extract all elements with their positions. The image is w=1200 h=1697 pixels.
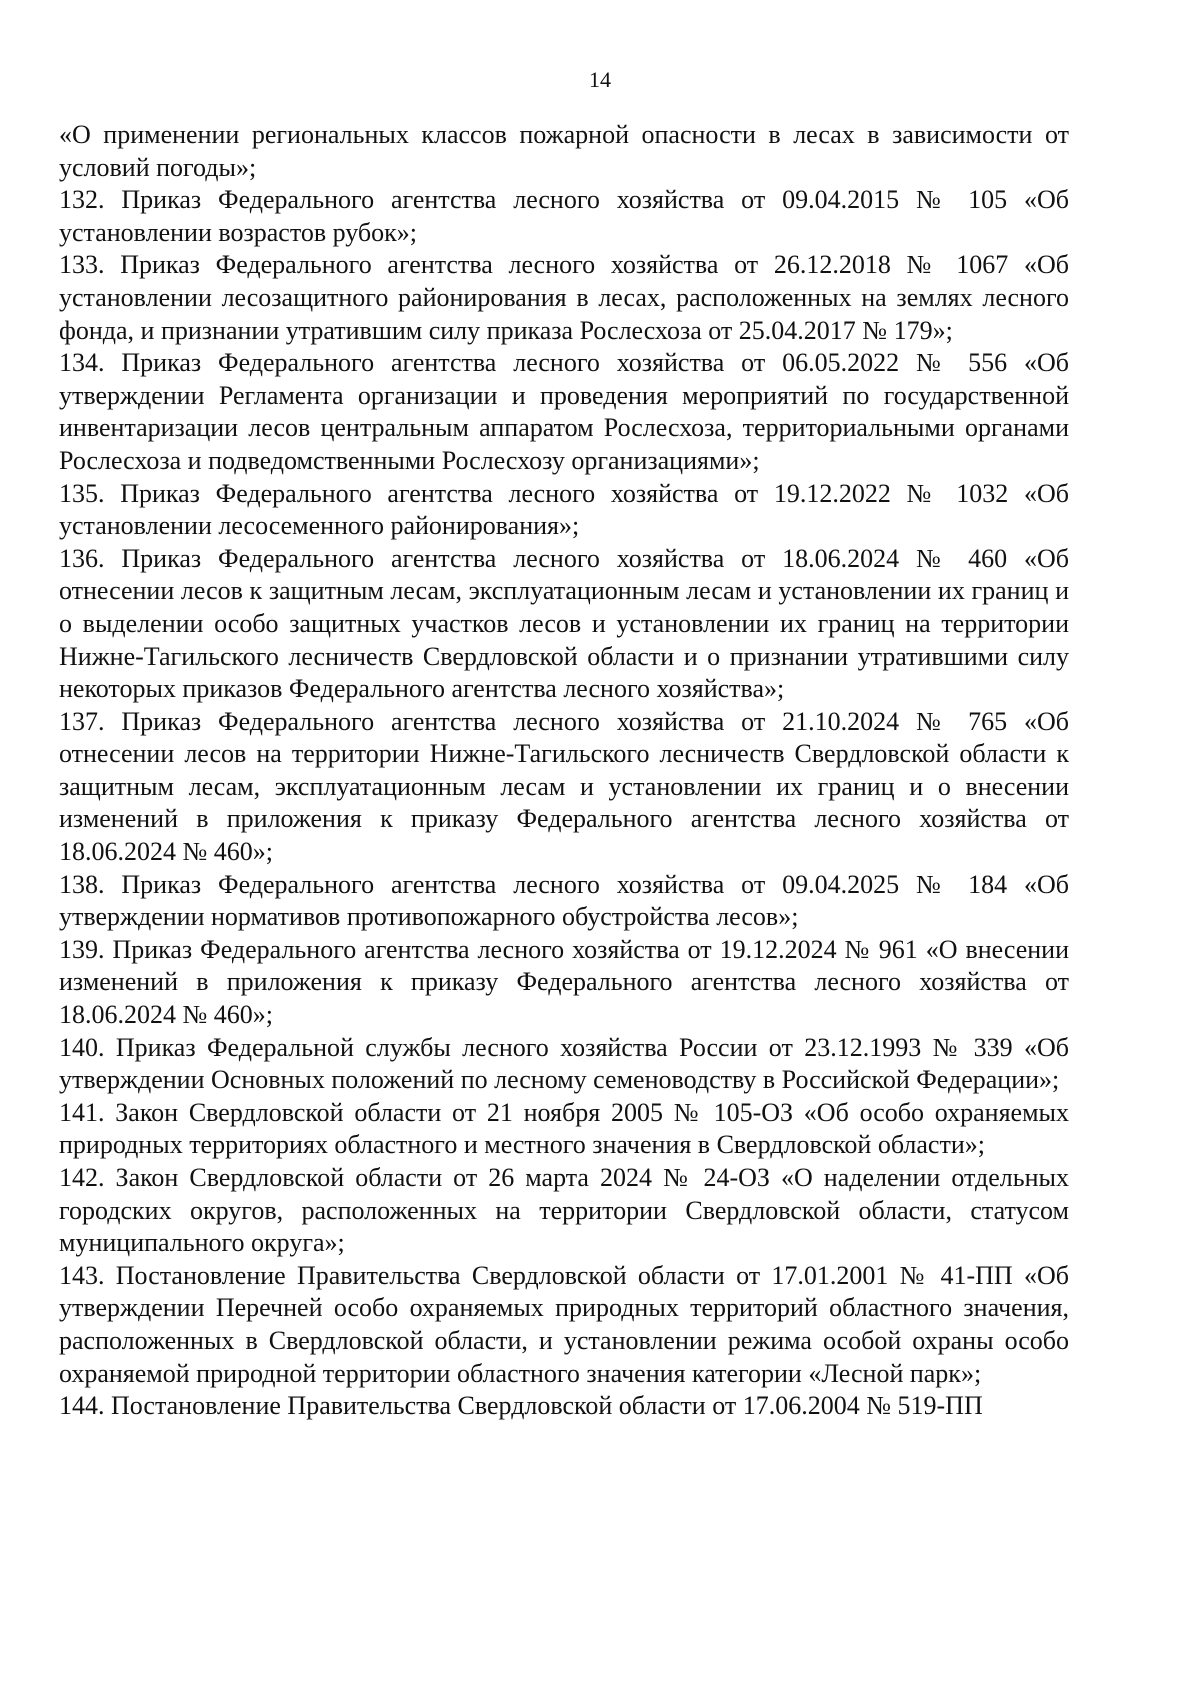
list-item-138: 138. Приказ Федерального агентства лесного хозяйства от 09.04.2025 № 184 «Об утверждении нормативов противопожарного обустройства лесов»; (59, 869, 1069, 932)
paragraph-continuation: «О применении региональных классов пожарной опасности в лесах в зависимости от условий погоды»; (59, 120, 1069, 182)
list-item-137: 137. Приказ Федерального агентства лесного хозяйства от 21.10.2024 № 765 «Об отнесении лесов на территории Нижне-Тагильского лесничеств Свердловской области к защитным лесам, эксплуатационным лесам и установлении их границ и о внесении изменений в приложения к приказу Федерального агентства лесного хозяйства от 18.06.2024 № 460»; (59, 706, 1069, 867)
list-item-140: 140. Приказ Федеральной службы лесного хозяйства России от 23.12.1993 № 339 «Об утверждении Основных положений по лесному семеноводству в Российской Федерации»; (59, 1032, 1069, 1095)
list-item-143: 143. Постановление Правительства Свердловской области от 17.01.2001 № 41-ПП «Об утверждении Перечней особо охраняемых природных территорий областного значения, расположенных в Свердловской области, и установлении режима особой охраны особо охраняемой природной территории областного значения категории «Лесной парк»; (59, 1260, 1069, 1388)
list-item-142: 142. Закон Свердловской области от 26 марта 2024 № 24-ОЗ «О наделении отдельных городских округов, расположенных на территории Свердловской области, статусом муниципального округа»; (59, 1163, 1069, 1258)
list-item-136: 136. Приказ Федерального агентства лесного хозяйства от 18.06.2024 № 460 «Об отнесении лесов к защитным лесам, эксплуатационным лесам и установлении их границ и о выделении особо защитных участков лесов и установлении их границ на территории Нижне-Тагильского лесничеств Свердловской области и о признании утратившими силу некоторых приказов Федерального агентства лесного хозяйства»; (59, 543, 1069, 704)
list-item-141: 141. Закон Свердловской области от 21 ноября 2005 № 105-ОЗ «Об особо охраняемых природных территориях областного и местного значения в Свердловской области»; (59, 1097, 1069, 1160)
list-item-139: 139. Приказ Федерального агентства лесного хозяйства от 19.12.2024 № 961 «О внесении изменений в приложения к приказу Федерального агентства лесного хозяйства от 18.06.2024 № 460»; (59, 934, 1069, 1030)
list-item-135: 135. Приказ Федерального агентства лесного хозяйства от 19.12.2022 № 1032 «Об установлении лесосеменного районирования»; (59, 478, 1069, 541)
list-item-132: 132. Приказ Федерального агентства лесного хозяйства от 09.04.2015 № 105 «Об установлении возрастов рубок»; (59, 185, 1069, 247)
list-item-134: 134. Приказ Федерального агентства лесного хозяйства от 06.05.2022 № 556 «Об утверждении Регламента организации и проведения мероприятий по государственной инвентаризации лесов центральным аппаратом Рослесхоза, территориальными органами Рослесхоза и подведомственными Рослесхозу организациями»; (59, 348, 1069, 475)
page-number: 14 (589, 67, 611, 92)
list-item-133: 133. Приказ Федерального агентства лесного хозяйства от 26.12.2018 № 1067 «Об установлении лесозащитного районирования в лесах, расположенных на землях лесного фонда, и признании утратившим силу приказа Рослесхоза от 25.04.2017 № 179»; (59, 250, 1069, 345)
document-body (59, 119, 1069, 1423)
list-item-144: 144. Постановление Правительства Свердловской области от 17.06.2004 № 519-ПП (59, 1391, 983, 1421)
